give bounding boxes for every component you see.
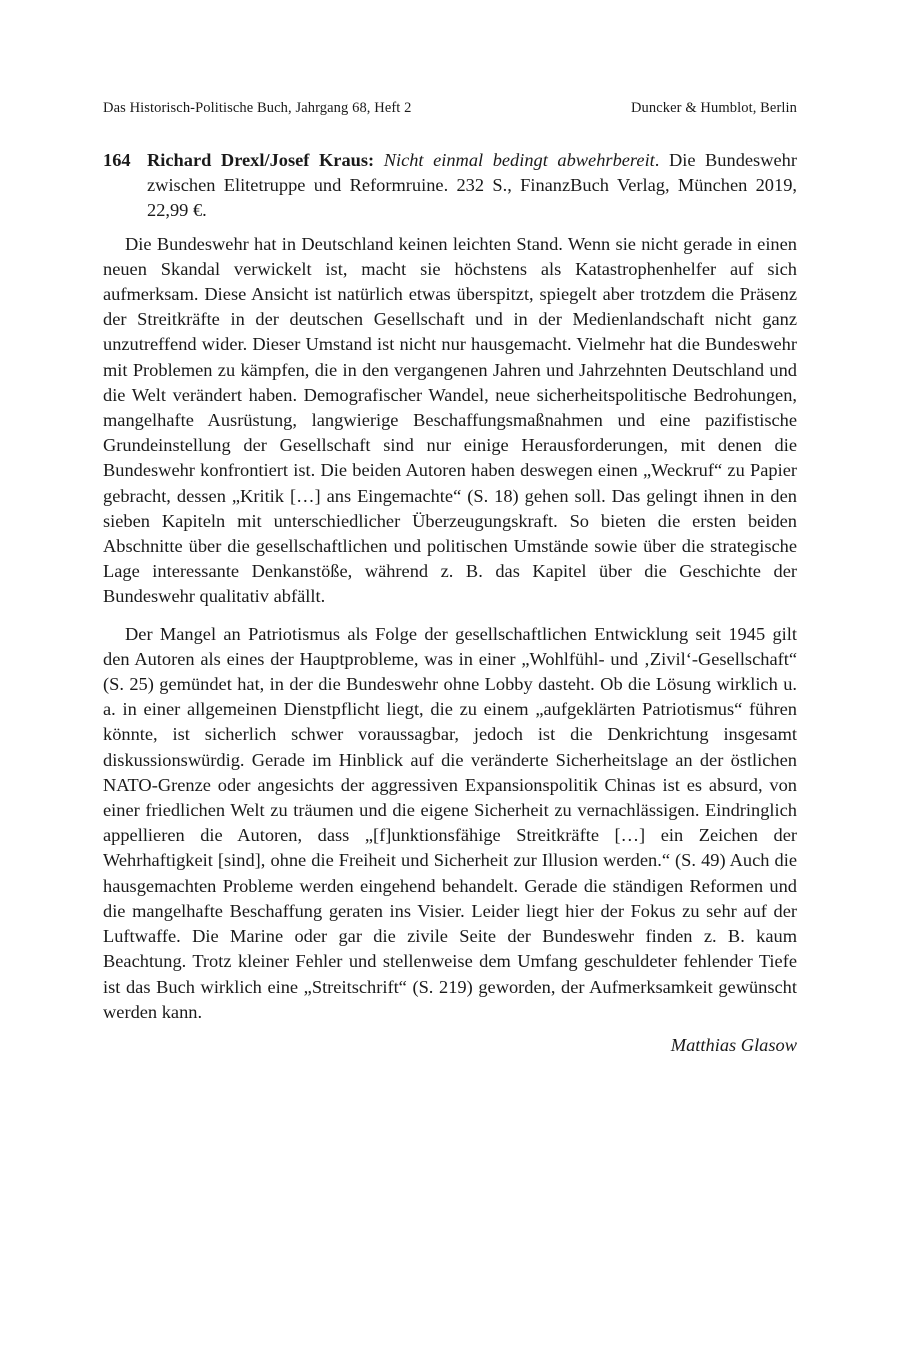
book-title: Nicht einmal bedingt abwehrbereit [383,150,655,170]
review-paragraph: Der Mangel an Patriotismus als Folge der gesellschaftlichen Entwicklung seit 1945 gilt den Autoren als eines der Hauptprobleme, was in einer „Wohlfühl- und ‚Zivil‘-Gesellschaft“ (S. 25) gemündet hat, in der die Bundeswehr ohne Lobby dasteht. Ob die Lösung wirklich u. a. in einer allgemeinen Dienstpflicht liegt, die zu einem „aufgeklärten Patriotismus“ führen könnte, ist sicherlich schwer voraussagbar, jedoch ist die Denkrichtung insgesamt diskussionswürdig. Gerade im Hinblick auf die veränderte Sicherheitslage an der östlichen NATO-Grenze oder angesichts der aggressiven Expansionspolitik Chinas ist es absurd, von einer friedlichen Welt zu träumen und die eigene Sicherheit zu vernachlässigen. Eindringlich appellieren die Autoren, dass „[f]unktionsfähige Streitkräfte […] ein Zeichen der Wehrhaftigkeit [sind], ohne die Freiheit und Sicherheit zur Illusion werden.“ (S. 49) Auch die hausgemachten Probleme werden eingehend behandelt. Gerade die ständigen Reformen und die mangelhafte Beschaffung geraten ins Visier. Leider liegt hier der Fokus zu sehr auf der Luftwaffe. Die Marine oder gar die zivile Seite der Bundeswehr finden z. B. kaum Beachtung. Trotz kleiner Fehler und stellenweise dem Umfang geschuldeter fehlender Tiefe ist das Buch wirklich eine „Streitschrift“ (S. 219) geworden, der Aufmerksamkeit gewünscht werden kann. [103,623,797,1022]
entry-number: 164 [103,150,131,170]
review-paragraph: Die Bundeswehr hat in Deutschland keinen leichten Stand. Wenn sie nicht gerade in einen neuen Skandal verwickelt ist, macht sie höchstens als Katastrophenhelfer auf sich aufmerksam. Diese Ansicht ist natürlich etwas überspitzt, spiegelt aber trotzdem die Präsenz der Streitkräfte in der deutschen Gesellschaft und in der Medienlandschaft nicht ganz unzutreffend wider. Dieser Umstand ist nicht nur hausgemacht. Vielmehr hat die Bundeswehr mit Problemen zu kämpfen, die in den vergangenen Jahren und Jahrzehnten Deutschland und die Welt verändert haben. Demografischer Wandel, neue sicherheitspolitische Bedrohungen, mangelhafte Ausrüstung, langwierige Beschaffungsmaßnahmen und eine pazifistische Grundeinstellung der Gesellschaft sind nur einige Herausforderungen, mit denen die Bundeswehr konfrontiert ist. Die beiden Autoren haben deswegen einen „Weckruf“ zu Papier gebracht, dessen „Kritik […] ans Eingemachte“ (S. 18) gehen soll. Das gelingt ihnen in den sieben Kapiteln mit unterschiedlicher Überzeugungskraft. So bieten die ersten beiden Abschnitte über die gesellschaftlichen und politischen Umstände sowie über die strategische Lage interessante Denkanstöße, während z. B. das Kapitel über die Geschichte der Bundeswehr qualitativ abfällt. [103,233,797,607]
journal-title: Das Historisch-Politische Buch, Jahrgang 68, Heft 2 [103,100,412,116]
book-details: . Die Bundeswehr zwischen Elitetruppe und Reformruine. 232 S., FinanzBuch Verlag, München 2019, 22,99 €. [147,150,797,221]
book-citation [147,148,797,224]
running-header [103,98,797,118]
publisher: Duncker & Humblot, Berlin [630,100,797,116]
document-page [103,98,797,1058]
book-entry [103,148,797,224]
reviewer-name: Matthias Glasow [670,1034,797,1055]
book-authors: Richard Drexl/Josef Kraus: [147,150,375,170]
